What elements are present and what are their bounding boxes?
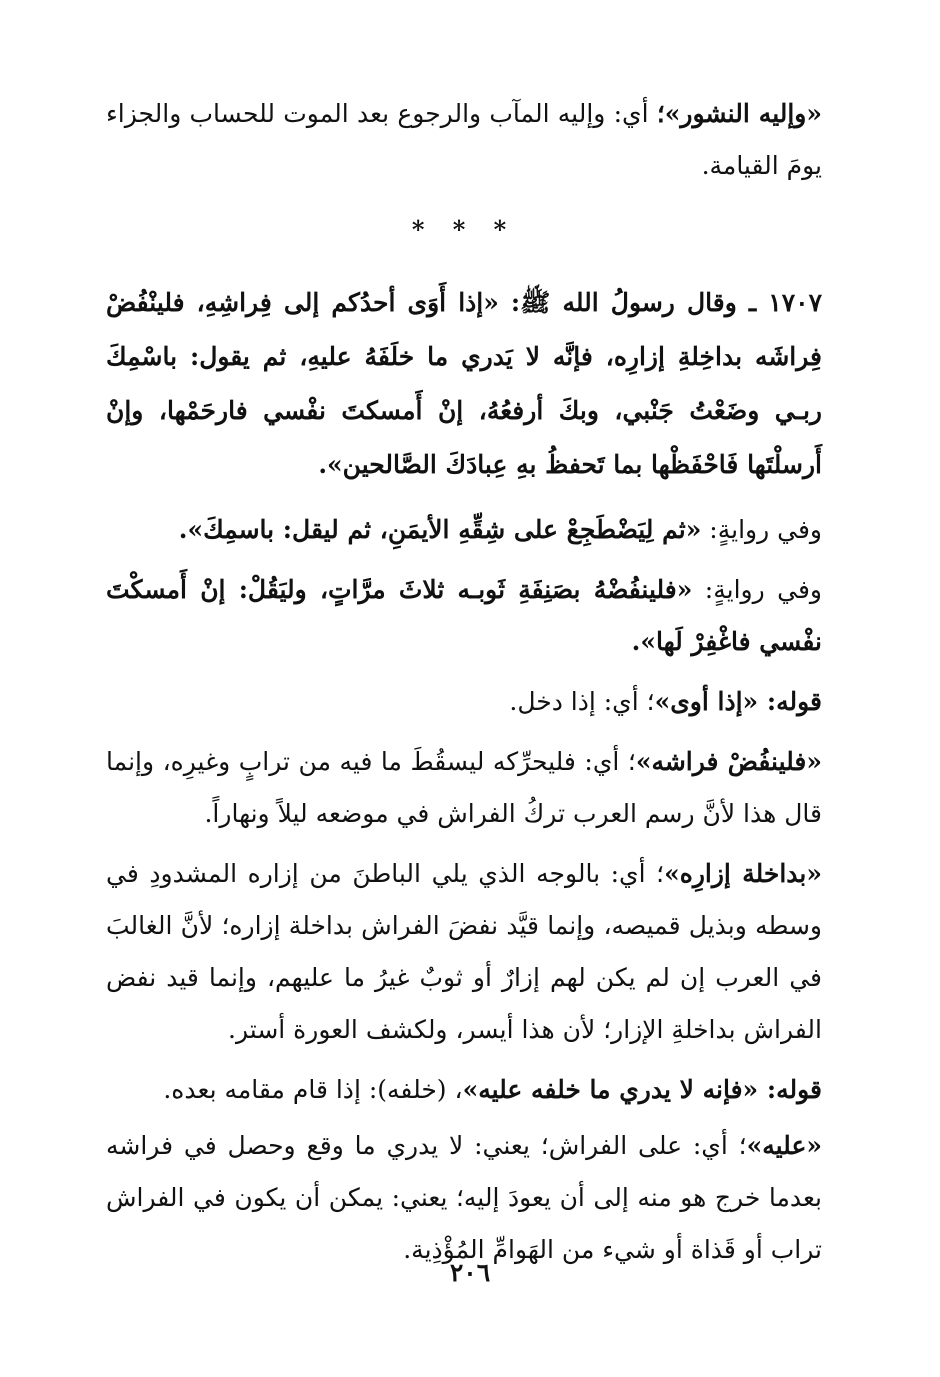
paragraph-commentary-nafd bbox=[106, 736, 822, 840]
hadith-1707: ١٧٠٧ ـ وقال رسولُ الله ﷺ: «إذا أَوَى أحدُكم إلى فِراشِهِ، فلينْفُضْ فِراشَه بداخِلةِ إزارِه، فإنَّه لا يَدري ما خلَفَهُ عليهِ، ثم يقول: باسْمِكَ ربـي وضَعْتُ جَنْبي، وبكَ أرفعُهُ، إنْ أَمسكتَ نفْسي فارحَمْها، وإنْ أَرسلْتَها فَاحْفَظْها بما تَحفظُ بهِ عِبادَكَ الصَّالحين». bbox=[106, 288, 822, 479]
narration-text: «ثم لِيَضْطَجِعْ على شِقِّهِ الأيمَنِ، ثم ليقل: باسمِكَ». bbox=[178, 515, 702, 544]
commentary-text: ؛ أي: على الفراش؛ يعني: لا يدري ما وقع وحصل في فراشه بعدما خرج هو منه إلى أن يعودَ إليه؛ يعني: يمكن أن يكون في الفراش تراب أو قَذاة أو شيء من الهَوامِّ المُؤْذِية. bbox=[106, 1131, 822, 1264]
commentary-text: ، (خلفه): إذا قام مقامه بعده. bbox=[163, 1075, 463, 1104]
commentary-text: أي: وإليه المآب والرجوع بعد الموت للحساب والجزاء يومَ القيامة. bbox=[106, 99, 822, 180]
quoted-term: «فإنه لا يدري ما خلفه عليه» bbox=[462, 1075, 759, 1104]
paragraph-narration-2 bbox=[106, 564, 822, 668]
paragraph-commentary-awa bbox=[106, 676, 822, 728]
commentary-prefix: قوله: bbox=[758, 687, 822, 716]
commentary-text: ؛ أي: بالوجه الذي يلي الباطنَ من إزاره المشدودِ في وسطه وبذيل قميصه، وإنما قيَّد نفضَ الفراش بداخلة إزاره؛ لأنَّ الغالبَ في العرب إن لم يكن لهم إزارٌ أو ثوبٌ غيرُ ما عليهم، وإنما قيد نفض الفراش بداخلةِ الإزار؛ لأن هذا أيسر، ولكشف العورة أستر. bbox=[106, 859, 822, 1044]
quoted-term: «وإليه النشور»؛ bbox=[656, 99, 823, 128]
page-number: ٢٠٦ bbox=[449, 1258, 491, 1287]
commentary-text: ؛ أي: إذا دخل. bbox=[509, 687, 655, 716]
quoted-term: «فلينفُضْ فراشه» bbox=[635, 747, 823, 776]
commentary-prefix: قوله: bbox=[758, 1075, 822, 1104]
page-body bbox=[106, 88, 822, 1284]
paragraph-commentary-dakhila bbox=[106, 848, 822, 1056]
commentary-text: ؛ أي: فليحرِّكه ليسقُطَ ما فيه من ترابٍ وغيرِه، وإنما قال هذا لأنَّ رسم العرب تركُ الفراش في موضعه ليلاً ونهاراً. bbox=[106, 747, 822, 828]
quoted-term: «عليه» bbox=[746, 1131, 822, 1160]
narration-prefix: وفي روايةٍ: bbox=[701, 515, 822, 544]
paragraph-narration-1 bbox=[106, 504, 822, 556]
paragraph-commentary-khalafa bbox=[106, 1064, 822, 1116]
paragraph-commentary-nushur bbox=[106, 88, 822, 192]
narration-text: «فلينفُضْهُ بصَنِفَةِ ثَوبـه ثلاثَ مرَّاتٍ، وليَقُلْ: إنْ أَمسكْتَ نفْسي فاغْفِرْ لَها». bbox=[106, 575, 822, 656]
section-separator: * * * bbox=[411, 215, 517, 244]
quoted-term: «إذا أوى» bbox=[654, 687, 759, 716]
quoted-term: «بداخلة إزارِه» bbox=[664, 859, 822, 888]
paragraph-commentary-alayhi bbox=[106, 1120, 822, 1276]
narration-prefix: وفي روايةٍ: bbox=[692, 575, 822, 604]
